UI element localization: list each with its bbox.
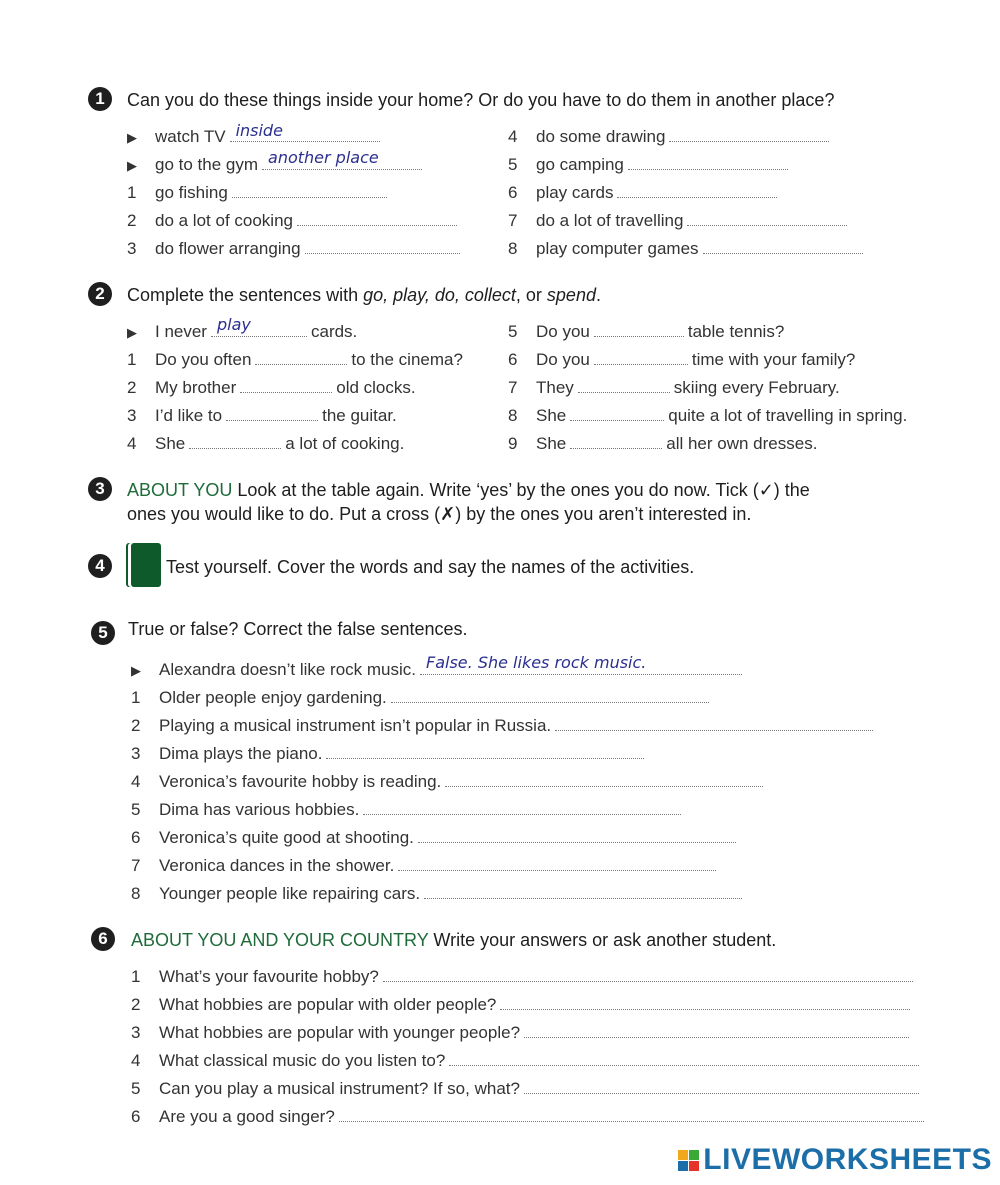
item-text: Veronica’s quite good at shooting. — [159, 828, 414, 847]
list-item — [131, 653, 746, 680]
sentence-end: table tennis? — [687, 322, 785, 341]
sentence-end: skiing every February. — [673, 378, 840, 397]
exercise-number: 5 — [91, 621, 115, 645]
item-number: 2 — [127, 378, 137, 397]
list-item — [131, 712, 877, 736]
answer-field[interactable] — [445, 768, 763, 787]
answer-field[interactable] — [524, 1075, 919, 1094]
sentence-start: I’d like to — [155, 406, 223, 425]
exercise-heading: True or false? Correct the false sentences. — [128, 619, 468, 639]
answer-field[interactable] — [578, 374, 670, 393]
answer-field[interactable] — [363, 796, 681, 815]
heading-word: spend — [546, 285, 596, 305]
answer-field[interactable] — [420, 653, 742, 675]
item-text: What’s your favourite hobby? — [159, 967, 379, 986]
item-number: 8 — [508, 406, 518, 425]
handwritten-answer: False. She likes rock music. — [426, 653, 647, 672]
answer-field[interactable] — [326, 740, 644, 759]
item-number: 7 — [508, 378, 518, 397]
answer-field[interactable] — [703, 235, 863, 254]
answer-field[interactable] — [418, 824, 736, 843]
item-number: 6 — [131, 828, 141, 847]
list-item — [127, 235, 464, 259]
exercise-heading — [127, 285, 601, 306]
item-text: Dima has various hobbies. — [159, 800, 360, 819]
item-number: 5 — [508, 322, 518, 341]
sentence-end: cards. — [310, 322, 358, 341]
item-number: 5 — [131, 800, 141, 819]
item-text: watch TV — [155, 127, 226, 146]
item-number: 3 — [131, 744, 141, 763]
item-text: do flower arranging — [155, 239, 301, 258]
sentence-end: time with your family? — [691, 350, 856, 369]
answer-field[interactable] — [339, 1103, 924, 1122]
list-item — [131, 1103, 928, 1127]
list-item — [131, 1047, 923, 1071]
list-item — [131, 1075, 923, 1099]
item-text: go fishing — [155, 183, 228, 202]
example-arrow-icon: ▶ — [127, 130, 137, 145]
item-number: 1 — [131, 688, 141, 707]
list-item — [131, 852, 720, 876]
item-number: 2 — [127, 211, 137, 230]
item-text: What hobbies are popular with older people? — [159, 995, 497, 1014]
handwritten-answer: another place — [268, 148, 379, 167]
item-number: 3 — [127, 239, 137, 258]
sentence-end: a lot of cooking. — [285, 434, 405, 453]
section-tag: ABOUT YOU — [127, 480, 233, 500]
sentence-start: Do you — [536, 322, 590, 341]
heading-text: Write your answers or ask another student. — [433, 930, 777, 950]
answer-field[interactable] — [305, 235, 460, 254]
list-item — [131, 991, 914, 1015]
exercise-number: 4 — [88, 554, 112, 578]
heading-text: Look at the table again. Write ‘yes’ by the ones you do now. Tick (✓) the — [237, 480, 810, 500]
item-text: Older people enjoy gardening. — [159, 688, 387, 707]
list-item — [127, 207, 461, 231]
sentence-start: She — [536, 434, 567, 453]
item-number: 4 — [127, 434, 137, 453]
item-text: do some drawing — [536, 127, 666, 146]
list-item — [508, 402, 907, 426]
answer-field[interactable] — [230, 123, 380, 142]
item-text: do a lot of travelling — [536, 211, 684, 230]
answer-field[interactable] — [628, 151, 788, 170]
item-text: play cards — [536, 183, 614, 202]
sentence-start: I never — [155, 322, 207, 341]
answer-field[interactable] — [232, 179, 387, 198]
handwritten-answer: inside — [235, 121, 283, 140]
sentence-end: old clocks. — [336, 378, 416, 397]
answer-field[interactable] — [383, 963, 913, 982]
item-text: What hobbies are popular with younger people? — [159, 1023, 521, 1042]
item-number: 7 — [131, 856, 141, 875]
exercise-number: 6 — [91, 927, 115, 951]
list-item — [508, 235, 867, 259]
item-text: go to the gym — [155, 155, 259, 174]
exercise-heading: Test yourself. Cover the words and say the names of the activities. — [166, 557, 695, 577]
section-tag: ABOUT YOU AND YOUR COUNTRY — [131, 930, 429, 950]
list-item — [127, 374, 416, 398]
item-number: 1 — [127, 183, 137, 202]
answer-field[interactable] — [424, 880, 742, 899]
item-number: 3 — [127, 406, 137, 425]
answer-field[interactable] — [398, 852, 716, 871]
example-arrow-icon: ▶ — [127, 158, 137, 173]
answer-field[interactable] — [211, 315, 307, 337]
list-item — [131, 768, 767, 792]
list-item — [508, 123, 833, 147]
item-number: 8 — [131, 884, 141, 903]
item-text: Alexandra doesn’t like rock music. — [159, 660, 417, 679]
example-arrow-icon: ▶ — [131, 663, 141, 678]
item-number: 7 — [508, 211, 518, 230]
item-number: 2 — [131, 716, 141, 735]
list-item — [131, 880, 746, 904]
sentence-start: My brother — [155, 378, 237, 397]
list-item — [127, 148, 426, 175]
answer-field[interactable] — [570, 402, 664, 421]
sentence-end: to the cinema? — [351, 350, 463, 369]
item-text: Veronica dances in the shower. — [159, 856, 395, 875]
logo-text: LIVEWORKSHEETS — [703, 1143, 992, 1176]
exercise-number: 2 — [88, 282, 112, 306]
answer-field[interactable] — [262, 148, 422, 170]
answer-field[interactable] — [594, 346, 688, 365]
answer-field[interactable] — [449, 1047, 919, 1066]
item-text: Younger people like repairing cars. — [159, 884, 421, 903]
list-item — [127, 430, 404, 454]
answer-field[interactable] — [297, 207, 457, 226]
sentence-start: She — [536, 406, 567, 425]
sentence-start: Do you often — [155, 350, 252, 369]
exercise-heading — [131, 930, 776, 951]
answer-field[interactable] — [617, 179, 777, 198]
answer-field[interactable] — [240, 374, 332, 393]
item-number: 4 — [508, 127, 518, 146]
item-number: 2 — [131, 995, 141, 1014]
list-item — [508, 346, 855, 370]
answer-field[interactable] — [391, 684, 709, 703]
list-item — [131, 684, 713, 708]
exercise-number: 1 — [88, 87, 112, 111]
item-text: Can you play a musical instrument? If so, what? — [159, 1079, 520, 1098]
item-text: Veronica’s favourite hobby is reading. — [159, 772, 442, 791]
list-item — [508, 151, 792, 175]
answer-field[interactable] — [189, 430, 281, 449]
sentence-start: Do you — [536, 350, 590, 369]
answer-field[interactable] — [594, 318, 684, 337]
item-number: 1 — [131, 967, 141, 986]
list-item — [127, 315, 358, 342]
book-icon — [131, 543, 161, 587]
item-text: do a lot of cooking — [155, 211, 293, 230]
answer-field[interactable] — [669, 123, 829, 142]
item-text: Are you a good singer? — [159, 1107, 335, 1126]
item-number: 1 — [127, 350, 137, 369]
list-item — [508, 318, 784, 342]
list-item — [127, 346, 463, 370]
list-item — [508, 374, 840, 398]
item-number: 3 — [131, 1023, 141, 1042]
heading-text: Complete the sentences with — [127, 285, 364, 305]
item-text: What classical music do you listen to? — [159, 1051, 446, 1070]
sentence-start: They — [536, 378, 574, 397]
list-item — [131, 740, 648, 764]
heading-words: go, play, do, collect — [363, 285, 516, 305]
answer-field[interactable] — [570, 430, 662, 449]
item-number: 9 — [508, 434, 518, 453]
answer-field[interactable] — [524, 1019, 909, 1038]
example-arrow-icon: ▶ — [127, 325, 137, 340]
item-number: 4 — [131, 772, 141, 791]
item-text: Dima plays the piano. — [159, 744, 323, 763]
sentence-end: quite a lot of travelling in spring. — [668, 406, 908, 425]
exercise-number: 3 — [88, 477, 112, 501]
sentence-end: all her own dresses. — [666, 434, 818, 453]
item-text: play computer games — [536, 239, 699, 258]
item-number: 6 — [508, 183, 518, 202]
list-item — [127, 402, 397, 426]
item-text: go camping — [536, 155, 624, 174]
liveworksheets-logo[interactable] — [678, 1143, 992, 1177]
heading-text: . — [595, 285, 601, 305]
item-number: 6 — [131, 1107, 141, 1126]
item-number: 8 — [508, 239, 518, 258]
sentence-end: the guitar. — [322, 406, 397, 425]
answer-field[interactable] — [687, 207, 847, 226]
logo-mark-icon — [678, 1150, 699, 1171]
list-item — [127, 123, 384, 147]
exercise-heading: Can you do these things inside your home? Or do you have to do them in another place? — [127, 90, 835, 110]
exercise-heading — [127, 480, 810, 501]
item-number: 4 — [131, 1051, 141, 1070]
answer-field[interactable] — [555, 712, 873, 731]
item-text: Playing a musical instrument isn’t popular in Russia. — [159, 716, 552, 735]
handwritten-answer: play — [216, 315, 251, 334]
answer-field[interactable] — [255, 346, 347, 365]
item-number: 5 — [508, 155, 518, 174]
sentence-start: She — [155, 434, 186, 453]
list-item — [508, 430, 817, 454]
heading-text: , or — [515, 285, 547, 305]
list-item — [127, 179, 391, 203]
item-number: 5 — [131, 1079, 141, 1098]
list-item — [131, 1019, 913, 1043]
list-item — [131, 963, 917, 987]
item-number: 6 — [508, 350, 518, 369]
list-item — [508, 207, 851, 231]
answer-field[interactable] — [500, 991, 910, 1010]
list-item — [131, 824, 740, 848]
exercise-heading-line2: ones you would like to do. Put a cross (✗) by the ones you aren’t interested in. — [127, 504, 752, 524]
list-item — [508, 179, 781, 203]
answer-field[interactable] — [226, 402, 318, 421]
list-item — [131, 796, 685, 820]
